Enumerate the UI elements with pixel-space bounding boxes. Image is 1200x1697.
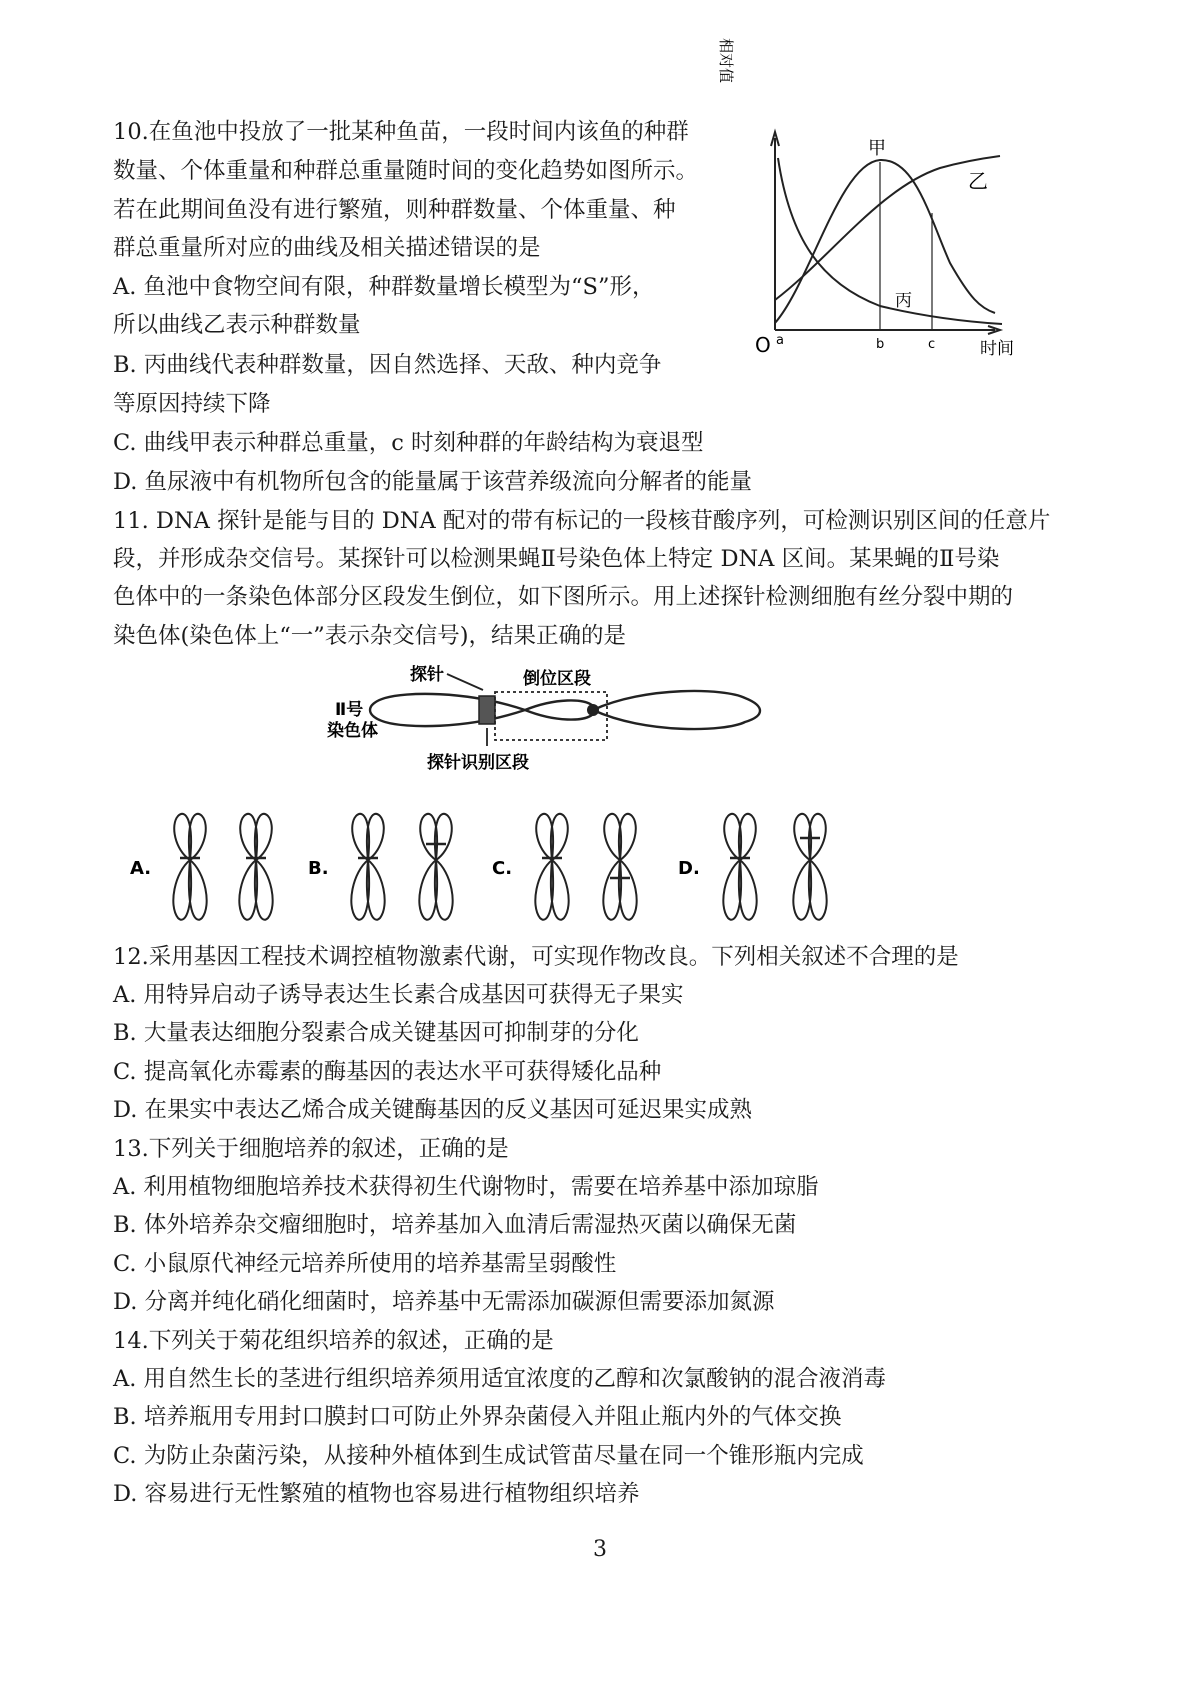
choice-label-a: A. <box>130 858 152 879</box>
region-label: 探针识别区段 <box>427 753 529 773</box>
q10-option-d: D. 鱼尿液中有机物所包含的能量属于该营养级流向分解者的能量 <box>113 469 753 495</box>
q12-option-d: D. 在果实中表达乙烯合成关键酶基因的反义基因可延迟果实成熟 <box>113 1097 753 1123</box>
choice-label-b: B. <box>308 858 329 879</box>
q14-option-a: A. 用自然生长的茎进行组织培养须用适宜浓度的乙醇和次氯酸钠的混合液消毒 <box>113 1366 887 1392</box>
q13-option-c: C. 小鼠原代神经元培养所使用的培养基需呈弱酸性 <box>113 1251 617 1277</box>
choice-a-figure <box>173 814 272 920</box>
q13-option-a: A. 利用植物细胞培养技术获得初生代谢物时，需要在培养基中添加琼脂 <box>113 1174 819 1200</box>
q12-stem: 12.采用基因工程技术调控植物激素代谢，可实现作物改良。下列相关叙述不合理的是 <box>113 944 959 970</box>
q10-option-a-line-1: A. 鱼池中食物空间有限，种群数量增长模型为“S”形， <box>113 274 655 300</box>
q12-option-c: C. 提高氧化赤霉素的酶基因的表达水平可获得矮化品种 <box>113 1059 662 1085</box>
curve-yi <box>775 156 1000 300</box>
origin-label: O <box>755 333 771 357</box>
q14-option-d: D. 容易进行无性繁殖的植物也容易进行植物组织培养 <box>113 1481 640 1507</box>
chromosome-label-line-1: Ⅱ号 <box>335 700 364 720</box>
q13-option-d: D. 分离并纯化硝化细菌时，培养基中无需添加碳源但需要添加氮源 <box>113 1289 775 1315</box>
choice-d-figure <box>723 814 826 920</box>
q14-option-c: C. 为防止杂菌污染，从接种外植体到生成试管苗尽量在同一个锥形瓶内完成 <box>113 1443 864 1469</box>
curve-label-jia: 甲 <box>868 138 886 159</box>
tick-label-c: c <box>928 337 936 352</box>
q14-option-b: B. 培养瓶用专用封口膜封口可防止外界杂菌侵入并阻止瓶内外的气体交换 <box>113 1404 842 1430</box>
q10-option-b-line-1: B. 丙曲线代表种群数量，因自然选择、天敌、种内竞争 <box>113 352 662 378</box>
chromosome-label-line-2: 染色体 <box>327 721 378 741</box>
page-number: 3 <box>593 1537 607 1562</box>
curve-label-yi: 乙 <box>968 169 988 193</box>
q12-option-a: A. 用特异启动子诱导表达生长素合成基因可获得无子果实 <box>113 982 684 1008</box>
q13-stem: 13.下列关于细胞培养的叙述，正确的是 <box>113 1136 509 1162</box>
probe-recognition-region <box>479 696 495 724</box>
inversion-label: 倒位区段 <box>523 669 591 689</box>
q10-option-c: C. 曲线甲表示种群总重量，c 时刻种群的年龄结构为衰退型 <box>113 430 704 456</box>
q10-option-b-line-2: 等原因持续下降 <box>113 391 271 417</box>
probe-pointer-line <box>447 674 483 690</box>
q10-option-a-line-2: 所以曲线乙表示种群数量 <box>113 312 361 338</box>
q11-stem-line-4: 染色体(染色体上“一”表示杂交信号)，结果正确的是 <box>113 623 627 649</box>
curve-label-bing: 丙 <box>895 291 912 311</box>
q13-option-b: B. 体外培养杂交瘤细胞时，培养基加入血清后需湿热灭菌以确保无菌 <box>113 1212 797 1238</box>
q10-stem-line-1: 10.在鱼池中投放了一批某种鱼苗，一段时间内该鱼的种群 <box>113 119 689 145</box>
tick-label-a: a <box>776 333 784 348</box>
chromosome-middle-left-lower <box>525 710 593 720</box>
q11-stem-line-1: 11. DNA 探针是能与目的 DNA 配对的带有标记的一段核苷酸序列，可检测识别区间的任意片 <box>113 508 1051 534</box>
q10-stem-line-3: 若在此期间鱼没有进行繁殖，则种群数量、个体重量、种 <box>113 197 676 223</box>
choice-label-c: C. <box>492 858 513 879</box>
chromosome-right-arm <box>593 691 760 729</box>
choice-label-d: D. <box>678 858 700 879</box>
choice-c-figure <box>535 814 636 920</box>
x-axis-label: 时间 <box>980 339 1014 359</box>
chromosome-inversion-diagram <box>325 660 795 775</box>
chromosome-middle-left <box>525 700 593 710</box>
probe-label: 探针 <box>410 665 444 685</box>
q14-stem: 14.下列关于菊花组织培养的叙述，正确的是 <box>113 1328 554 1354</box>
centromere <box>587 704 599 716</box>
choice-b-figure <box>351 814 452 920</box>
q11-stem-line-3: 色体中的一条染色体部分区段发生倒位，如下图所示。用上述探针检测细胞有丝分裂中期的 <box>113 584 1014 610</box>
y-axis-label: 相对值 <box>717 38 735 84</box>
q10-stem-line-4: 群总重量所对应的曲线及相关描述错误的是 <box>113 235 541 261</box>
answer-choices-figure <box>130 808 940 930</box>
chromosome-left-arm <box>370 694 525 726</box>
population-curve-graph <box>717 38 1050 366</box>
q12-option-b: B. 大量表达细胞分裂素合成关键基因可抑制芽的分化 <box>113 1020 639 1046</box>
q11-stem-line-2: 段，并形成杂交信号。某探针可以检测果蝇Ⅱ号染色体上特定 DNA 区间。某果蝇的Ⅱ号染 <box>113 546 1000 572</box>
tick-label-b: b <box>876 337 885 352</box>
curve-jia <box>775 160 995 323</box>
q10-stem-line-2: 数量、个体重量和种群总重量随时间的变化趋势如图所示。 <box>113 158 699 184</box>
